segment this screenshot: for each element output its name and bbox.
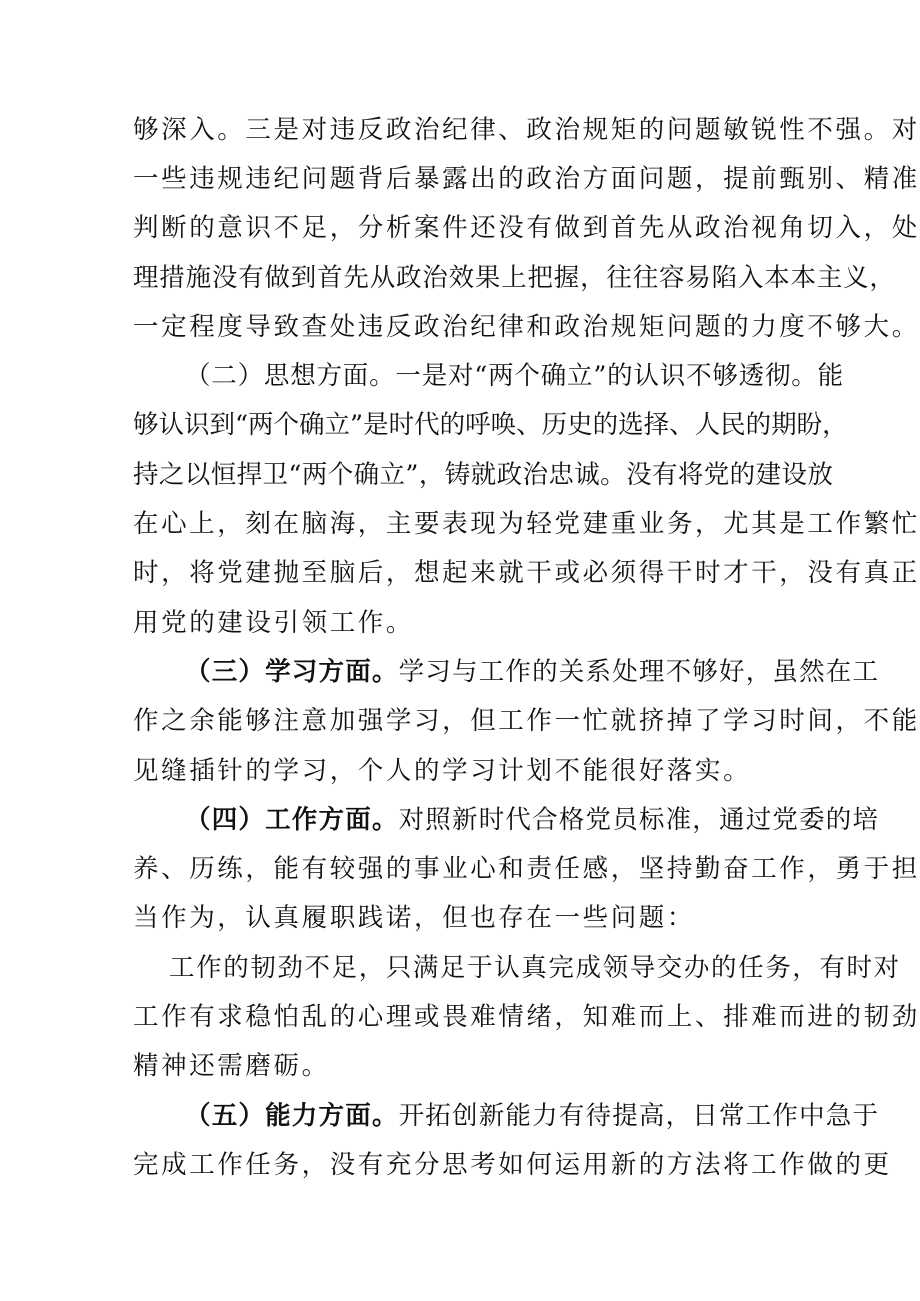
text-run: 开拓创新能力有待提高，日常工作中急于 xyxy=(398,1101,880,1131)
text-line: 一定程度导致查处违反政治纪律和政治规矩问题的力度不够大。 xyxy=(133,312,920,342)
text-line: 用党的建设引领工作。 xyxy=(133,608,415,638)
paragraph-first-line: 工作的韧劲不足，只满足于认真完成领导交办的任务，有时对 xyxy=(169,953,901,983)
text-line: 一些违规违纪问题背后暴露出的政治方面问题，提前甄别、精准 xyxy=(133,164,920,194)
text-line: 在心上，刻在脑海，主要表现为轻党建重业务，尤其是工作繁忙 xyxy=(133,509,920,539)
text-line: 完成工作任务，没有充分思考如何运用新的方法将工作做的更 xyxy=(133,1150,892,1180)
text-run: 学习与工作的关系处理不够好，虽然在工 xyxy=(398,657,880,687)
text-line: 持之以恒捍卫“两个确立”，铸就政治忠诚。没有将党的建设放 xyxy=(133,460,834,490)
text-line: 作之余能够注意加强学习，但工作一忙就挤掉了学习时间，不能 xyxy=(133,706,920,736)
paragraph-first-line xyxy=(185,657,880,687)
text-line: 工作有求稳怕乱的心理或畏难情绪，知难而上、排难而进的韧劲 xyxy=(133,1002,920,1032)
section-heading: （三）学习方面。 xyxy=(185,657,399,687)
section-heading: （四）工作方面。 xyxy=(185,805,399,835)
text-line: 够认识到“两个确立”是时代的呼唤、历史的选择、人民的期盼， xyxy=(133,410,848,440)
paragraph-first-line xyxy=(185,805,880,835)
text-line: 判断的意识不足，分析案件还没有做到首先从政治视角切入，处 xyxy=(133,213,920,243)
text-line: 当作为，认真履职践诺，但也存在一些问题： xyxy=(133,903,696,933)
text-line: 精神还需磨砺。 xyxy=(133,1051,330,1081)
text-line: 养、历练，能有较强的事业心和责任感，坚持勤奋工作，勇于担 xyxy=(133,854,920,884)
text-run: 对照新时代合格党员标准，通过党委的培 xyxy=(398,805,880,835)
text-line: 时，将党建抛至脑后，想起来就干或必须得干时才干，没有真正 xyxy=(133,558,920,588)
text-line: 够深入。三是对违反政治纪律、政治规矩的问题敏锐性不强。对 xyxy=(133,115,920,145)
section-heading: （五）能力方面。 xyxy=(185,1101,399,1131)
paragraph-first-line xyxy=(185,1101,880,1131)
text-line: 见缝插针的学习，个人的学习计划不能很好落实。 xyxy=(133,756,752,786)
text-line: 理措施没有做到首先从政治效果上把握，往往容易陷入本本主义， xyxy=(133,263,896,293)
paragraph-first-line: （二）思想方面。一是对“两个确立”的认识不够透彻。能 xyxy=(185,361,844,391)
